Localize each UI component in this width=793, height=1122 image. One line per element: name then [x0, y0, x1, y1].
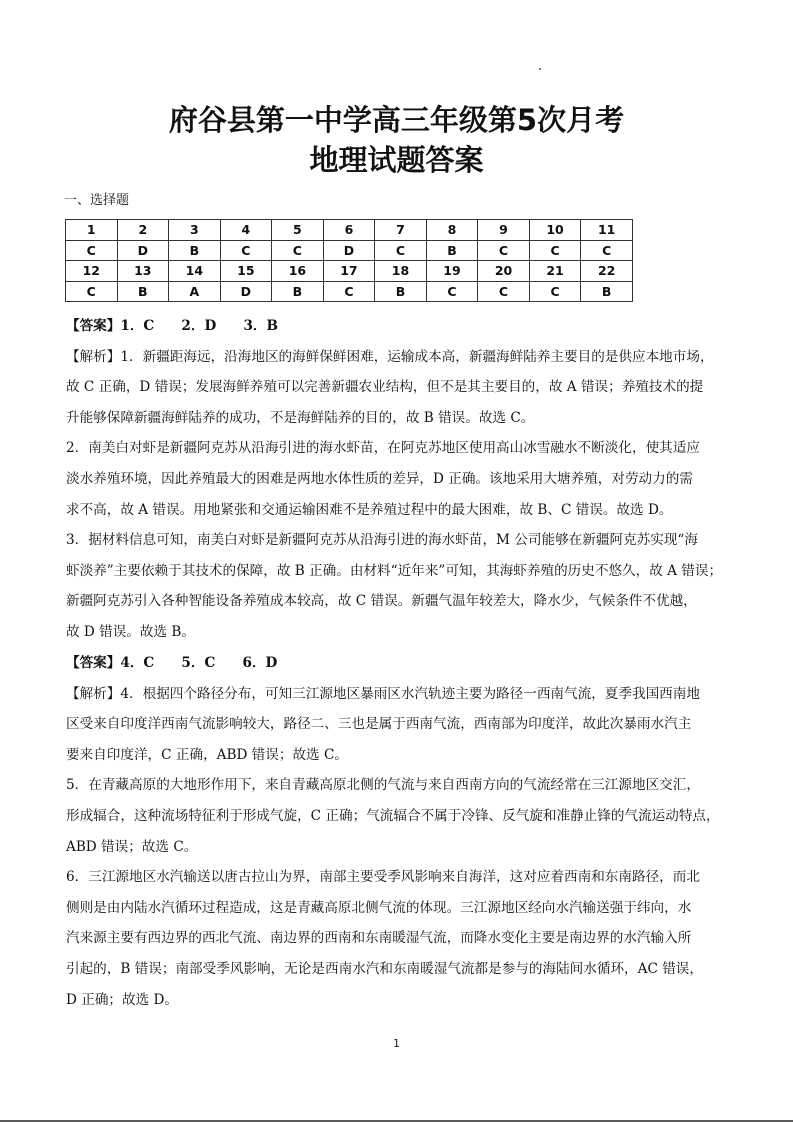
- answer-cell: C: [66, 281, 118, 302]
- answer-cell: B: [272, 281, 324, 302]
- answer-cell: D: [323, 240, 375, 261]
- document-subtitle: 地理试题答案: [309, 143, 484, 177]
- answer-group-2: [66, 648, 726, 1015]
- answer-cell: D: [117, 240, 169, 261]
- answer-cell: D: [220, 281, 272, 302]
- question-number-cell: 22: [581, 261, 633, 282]
- question-number-cell: 13: [117, 261, 169, 282]
- analysis-text-line: 【解析】1．新疆距海远，沿海地区的海鲜保鲜困难，运输成本高，新疆海鲜陆养主要目的是供应本地市场，: [66, 348, 714, 365]
- answer-cell: C: [66, 240, 118, 261]
- answer-cell: B: [169, 240, 221, 261]
- answer-cell: C: [375, 240, 427, 261]
- question-number-cell: 14: [169, 261, 221, 282]
- answer-cell: A: [169, 281, 221, 302]
- analysis-text-line: ABD 错误；故选 C。: [66, 838, 198, 855]
- question-number-cell: 2: [117, 220, 169, 241]
- question-number-cell: 17: [323, 261, 375, 282]
- answer-key-table: [65, 219, 633, 302]
- analysis-text-line: 【解析】4．根据四个路径分布，可知三江源地区暴雨区水汽轨迹主要为路径一西南气流，夏季我国西南地: [66, 685, 700, 702]
- question-number-cell: 12: [66, 261, 118, 282]
- analysis-text-line: 形成辐合，这种流场特征利于形成气旋，C 正确；气流辐合不属于冷锋、反气旋和准静止锋的气流运动特点，: [66, 807, 720, 824]
- answer-cell: C: [529, 240, 581, 261]
- question-number-cell: 8: [426, 220, 478, 241]
- answer-cell: C: [581, 240, 633, 261]
- answer-cell: B: [117, 281, 169, 302]
- analysis-text-line: 6．三江源地区水汽输送以唐古拉山为界，南部主要受季风影响来自海洋，这对应着西南和东南路径，而北: [66, 869, 700, 886]
- analysis-text-line: 虾淡养”主要依赖于其技术的保障，故 B 正确。由材料“近年来”可知，其海虾养殖的历史不悠久，故 A 错误；: [66, 562, 723, 579]
- analysis-text-line: 新疆阿克苏引入各种智能设备养殖成本较高，故 C 错误。新疆气温年较差大，降水少，气候条件不优越，: [66, 593, 697, 610]
- answer-letter-row: [66, 281, 633, 302]
- analysis-text-line: D 正确；故选 D。: [66, 991, 179, 1008]
- analysis-text-line: 淡水养殖环境，因此养殖最大的困难是两地水体性质的差异，D 正确。该地采用大塘养殖，对劳动力的需: [66, 470, 693, 487]
- question-number-cell: 20: [478, 261, 530, 282]
- question-number-cell: 9: [478, 220, 530, 241]
- analysis-text-line: 区受来自印度洋西南气流影响较大，路径二、三也是属于西南气流，西南部为印度洋，故此次暴雨水汽主: [66, 716, 692, 733]
- analysis-text-line: 侧则是由内陆水汽循环过程造成，这是青藏高原北侧气流的体现。三江源地区经向水汽输送强于纬向，水: [66, 899, 692, 916]
- question-number-cell: 21: [529, 261, 581, 282]
- document-title: 府谷县第一中学高三年级第5次月考: [168, 103, 625, 137]
- question-number-cell: 10: [529, 220, 581, 241]
- analysis-text-line: 故 D 错误。故选 B。: [66, 623, 196, 640]
- question-number-cell: 3: [169, 220, 221, 241]
- analysis-text-line: 升能够保障新疆海鲜陆养的成功，不是海鲜陆养的目的，故 B 错误。故选 C。: [66, 409, 535, 426]
- answer-cell: C: [323, 281, 375, 302]
- question-number-cell: 19: [426, 261, 478, 282]
- answer-cell: C: [272, 240, 324, 261]
- answer-cell: C: [220, 240, 272, 261]
- answer-line: 【答案】4．C 5．C 6．D: [66, 655, 278, 671]
- page-number: 1: [393, 1037, 400, 1050]
- question-number-cell: 4: [220, 220, 272, 241]
- analysis-text-line: 汽来源主要有西边界的西北气流、南边界的西南和东南暖湿气流，而降水变化主要是南边界的水汽输入所: [66, 930, 692, 947]
- answer-cell: B: [375, 281, 427, 302]
- question-number-cell: 11: [581, 220, 633, 241]
- question-number-cell: 15: [220, 261, 272, 282]
- analysis-text-line: 3．据材料信息可知，南美白对虾是新疆阿克苏从沿海引进的海水虾苗，M 公司能够在新疆阿克苏实现“海: [66, 532, 698, 549]
- analysis-text-line: 故 C 正确，D 错误；发展海鲜养殖可以完善新疆农业结构，但不是其主要目的，故 A 错误；养殖技术的提: [66, 379, 704, 396]
- question-number-cell: 7: [375, 220, 427, 241]
- analysis-text-line: 2．南美白对虾是新疆阿克苏从沿海引进的海水虾苗，在阿克苏地区使用高山冰雪融水不断淡化，使其适应: [66, 440, 700, 457]
- answer-letter-row: [66, 240, 633, 261]
- analysis-text-line: 引起的，B 错误；南部受季风影响，无论是西南水汽和东南暖湿气流都是参与的海陆间水循环，AC 错误，: [66, 960, 703, 977]
- scan-speck: [539, 68, 541, 70]
- question-number-cell: 18: [375, 261, 427, 282]
- answer-cell: B: [581, 281, 633, 302]
- analysis-block: [66, 679, 726, 1016]
- analysis-text-line: 求不高，故 A 错误。用地紧张和交通运输困难不是养殖过程中的最大困难，故 B、C 错误。故选 D。: [66, 501, 673, 518]
- answer-group-1: [66, 311, 726, 648]
- answer-cell: B: [426, 240, 478, 261]
- analysis-block: [66, 342, 726, 648]
- question-number-cell: 16: [272, 261, 324, 282]
- question-number-cell: 6: [323, 220, 375, 241]
- question-number-cell: 1: [66, 220, 118, 241]
- answer-cell: C: [529, 281, 581, 302]
- analysis-text-line: 5．在青藏高原的大地形作用下，来自青藏高原北侧的气流与来自西南方向的气流经常在三江源地区交汇，: [66, 777, 700, 794]
- answer-cell: C: [478, 240, 530, 261]
- question-number-row: [66, 220, 633, 241]
- answer-cell: C: [426, 281, 478, 302]
- question-number-row: [66, 261, 633, 282]
- question-number-cell: 5: [272, 220, 324, 241]
- answer-line: 【答案】1．C 2．D 3．B: [66, 318, 279, 334]
- answer-cell: C: [478, 281, 530, 302]
- analysis-text-line: 要来自印度洋，C 正确，ABD 错误；故选 C。: [66, 746, 348, 763]
- section-heading: 一、选择题: [64, 193, 130, 208]
